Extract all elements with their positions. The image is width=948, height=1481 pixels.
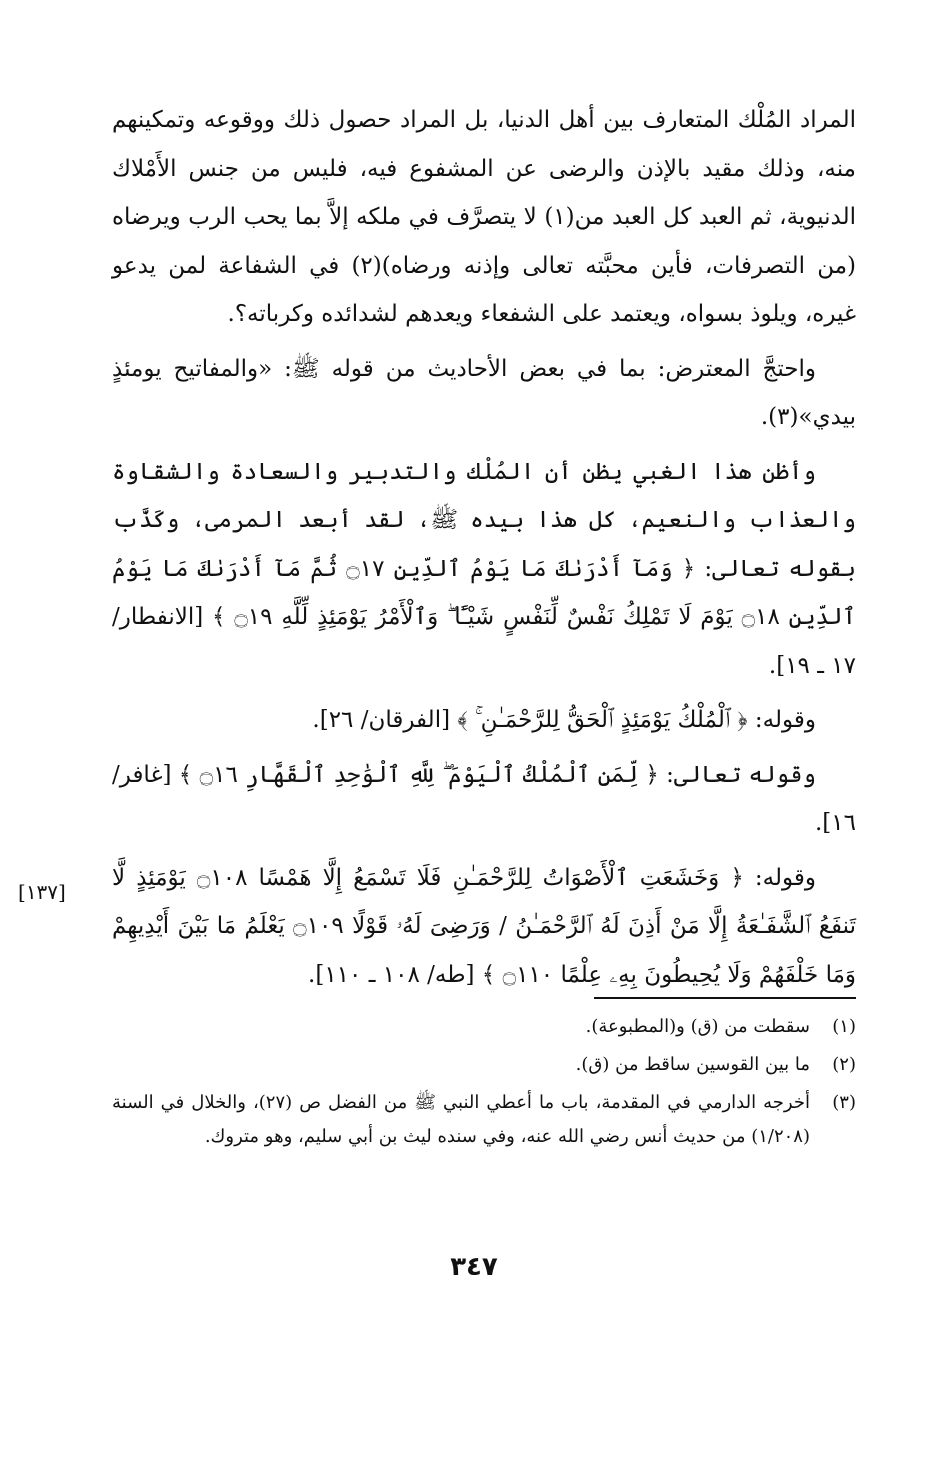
footnote-2	[112, 1048, 856, 1082]
footnotes	[112, 1010, 856, 1158]
footnote-number: (٢)	[832, 1054, 856, 1075]
paragraph-1: المراد المُلْك المتعارف بين أهل الدنيا، بل المراد حصول ذلك ووقوعه وتمكينهم منه، وذلك مقيد بالإذن والرضى عن المشفوع فيه، فليس من جنس الأَمْلاك الدنيوية، ثم العبد كل العبد من(١) لا يتصرَّف في ملكه إلاَّ بما يحب الرب ويرضاه (من التصرفات، فأين محبَّته تعالى وإذنه ورضاه)(٢) في الشفاعة لمن يدعو غيره، ويلوذ بسواه، ويعتمد على الشفعاء ويعدهم لشدائده وكرباته؟.	[112, 107, 856, 327]
paragraph-6: وقوله: ﴿ وَخَشَعَتِ ٱلْأَصْوَاتُ لِلرَّحْمَـٰنِ فَلَا تَسْمَعُ إِلَّا هَمْسًا ۝١٠٨ يَوْمَئِذٍ لَّا تَنفَعُ ٱلشَّفَـٰعَةُ إِلَّا مَنْ أَذِنَ لَهُ ٱلرَّحْمَـٰنُ / وَرَضِىَ لَهُۥ قَوْلًا ۝١٠٩ يَعْلَمُ مَا بَيْنَ أَيْدِيهِمْ وَمَا خَلْفَهُمْ وَلَا يُحِيطُونَ بِهِۦ عِلْمًا ۝١١٠ ﴾ [طه/ ١٠٨ ـ ١١٠].	[112, 864, 857, 988]
paragraph-5: وقوله تعالى: ﴿ لِّمَنِ ٱلْمُلْكُ ٱلْيَوْمَ ۖ لِلَّهِ ٱلْوَٰحِدِ ٱلْقَهَّارِ ۝١٦ ﴾ [غافر/ ١٦].	[112, 761, 856, 836]
footnote-1	[112, 1010, 856, 1044]
main-text	[112, 96, 856, 1005]
paragraph-2: واحتجَّ المعترض: بما في بعض الأحاديث من قوله ﷺ: «والمفاتيح يومئذٍ بيدي»(٣).	[112, 355, 856, 430]
page-number: ٣٤٧	[450, 1252, 498, 1282]
footnote-text: ما بين القوسين ساقط من (ق).	[575, 1054, 810, 1075]
paragraph-3: وأظن هذا الغبي يظن أن المُلْك والتدبير والسعادة والشقاوة والعذاب والنعيم، كل هذا بيده ﷺ، لقد أبعد المرمى، وكَذَّب بقوله تعالى: ﴿ وَمَآ أَدْرَىٰكَ مَا يَوْمُ ٱلدِّينِ ۝١٧ ثُمَّ مَآ أَدْرَىٰكَ مَا يَوْمُ ٱلدِّينِ ۝١٨ يَوْمَ لَا تَمْلِكُ نَفْسٌ لِّنَفْسٍ شَيْـًٔا ۖ وَٱلْأَمْرُ يَوْمَئِذٍ لِّلَّهِ ۝١٩ ﴾ [الانفطار/ ١٧ ـ ١٩].	[112, 458, 856, 679]
paragraph-4: وقوله: ﴿ ٱلْمُلْكُ يَوْمَئِذٍ ٱلْحَقُّ لِلرَّحْمَـٰنِ ۚ ﴾ [الفرقان/ ٢٦].	[312, 707, 816, 733]
footnote-number: (٣)	[832, 1092, 856, 1113]
footnote-number: (١)	[832, 1016, 856, 1037]
footnote-divider	[594, 997, 856, 999]
manuscript-page-marker: [١٣٧]	[18, 880, 66, 904]
footnote-text: أخرجه الدارمي في المقدمة، باب ما أعطي النبي ﷺ من الفضل ص (٢٧)، والخلال في السنة (١/٢٠٨) من حديث أنس رضي الله عنه، وفي سنده ليث بن أبي سليم، وهو متروك.	[112, 1092, 810, 1147]
footnote-text: سقطت من (ق) و(المطبوعة).	[585, 1016, 810, 1037]
footnote-3	[112, 1086, 856, 1154]
